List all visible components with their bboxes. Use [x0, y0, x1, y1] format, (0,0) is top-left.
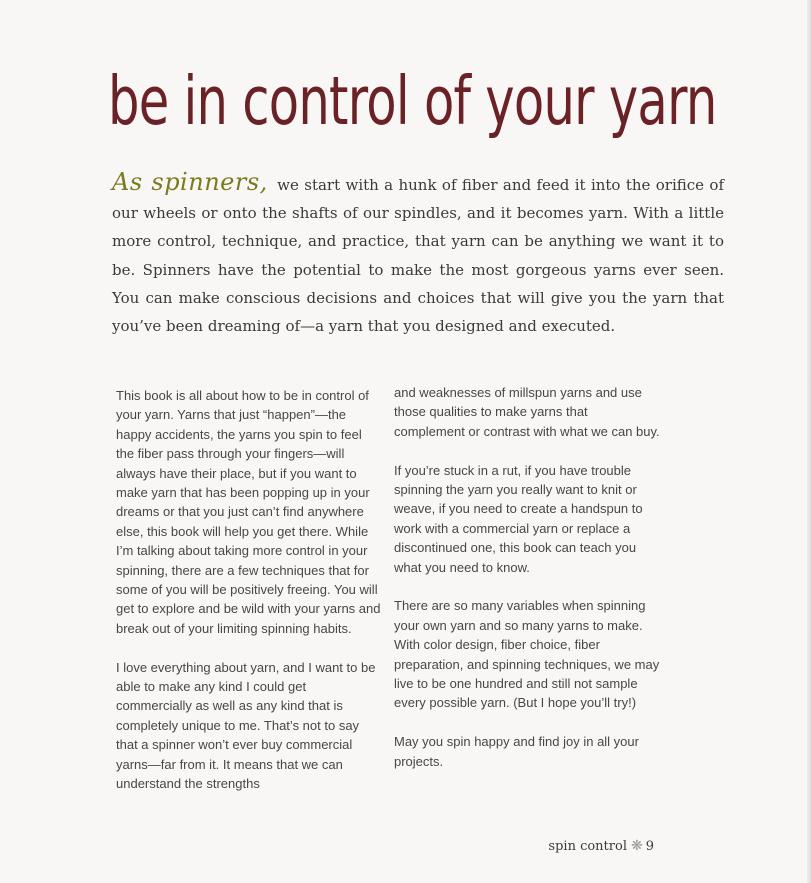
body-paragraph-3: If you’re stuck in a rut, if you have trouble spinning the yarn you really want to knit or weave, if you need to create a handspun to work with a commercial yarn or replace a discontinued one, this book can teach you what you need to know.	[394, 462, 643, 575]
intro-paragraph	[112, 168, 724, 340]
body-column-right	[394, 383, 660, 790]
body-paragraph-1: This book is all about how to be in control of your yarn. Yarns that just “happen”—the happy accidents, the yarns you spin to feel the fiber pass through your fingers—will always have their place, but if you want to make yarn that has been popping up in your dreams or that you just can’t find anywhere else, this book will help you get there. While I’m talking about taking more control in your spinning, there are a few techniques that for some of you will be positively freeing. You will get to explore and be wild with your yarns and break out of your limiting spinning habits.	[116, 388, 381, 636]
intro-text: we start with a hunk of fiber and feed it into the orifice of our wheels or onto the shafts of our spindles, and it becomes yarn. With a little more control, technique, and practice, that yarn can be anything we want it to be. Spinners have the potential to make the most gorgeous yarns ever seen. You can make conscious decisions and choices that will give you the yarn that you’ve been dreaming of—a yarn that you designed and executed.	[112, 176, 724, 336]
body-paragraph-2-text: I love everything about yarn, and I want to be able to make any kind I could get commercially as well as any kind that is completely unique to me. That’s not to say that a spinner won’t ever buy commercial yarns—far from it. It means that we can understand the strengths	[116, 659, 376, 792]
body-paragraph-2	[116, 658, 382, 794]
page-number: 9	[645, 839, 654, 854]
page-edge	[807, 0, 811, 883]
page-title: be in control of your yarn	[108, 62, 717, 140]
body-paragraph-4: There are so many variables when spinning your own yarn and so many yarns to make. With color design, fiber choice, fiber preparation, and spinning techniques, we may live to be one hundred and still not sample every possible yarn. (But I hope you’ll try!)	[394, 598, 660, 711]
snowflake-ornament-icon: ❋	[630, 838, 643, 854]
intro-lead: As spinners,	[112, 168, 268, 196]
body-paragraph-5: May you spin happy and find joy in all your projects.	[394, 734, 639, 769]
running-title: spin control	[548, 839, 627, 854]
body-paragraph-2-continued: and weaknesses of millspun yarns and use those qualities to make yarns that complement or contrast with what we can buy.	[394, 385, 660, 439]
page-footer	[548, 838, 654, 854]
body-column-left	[116, 386, 382, 813]
